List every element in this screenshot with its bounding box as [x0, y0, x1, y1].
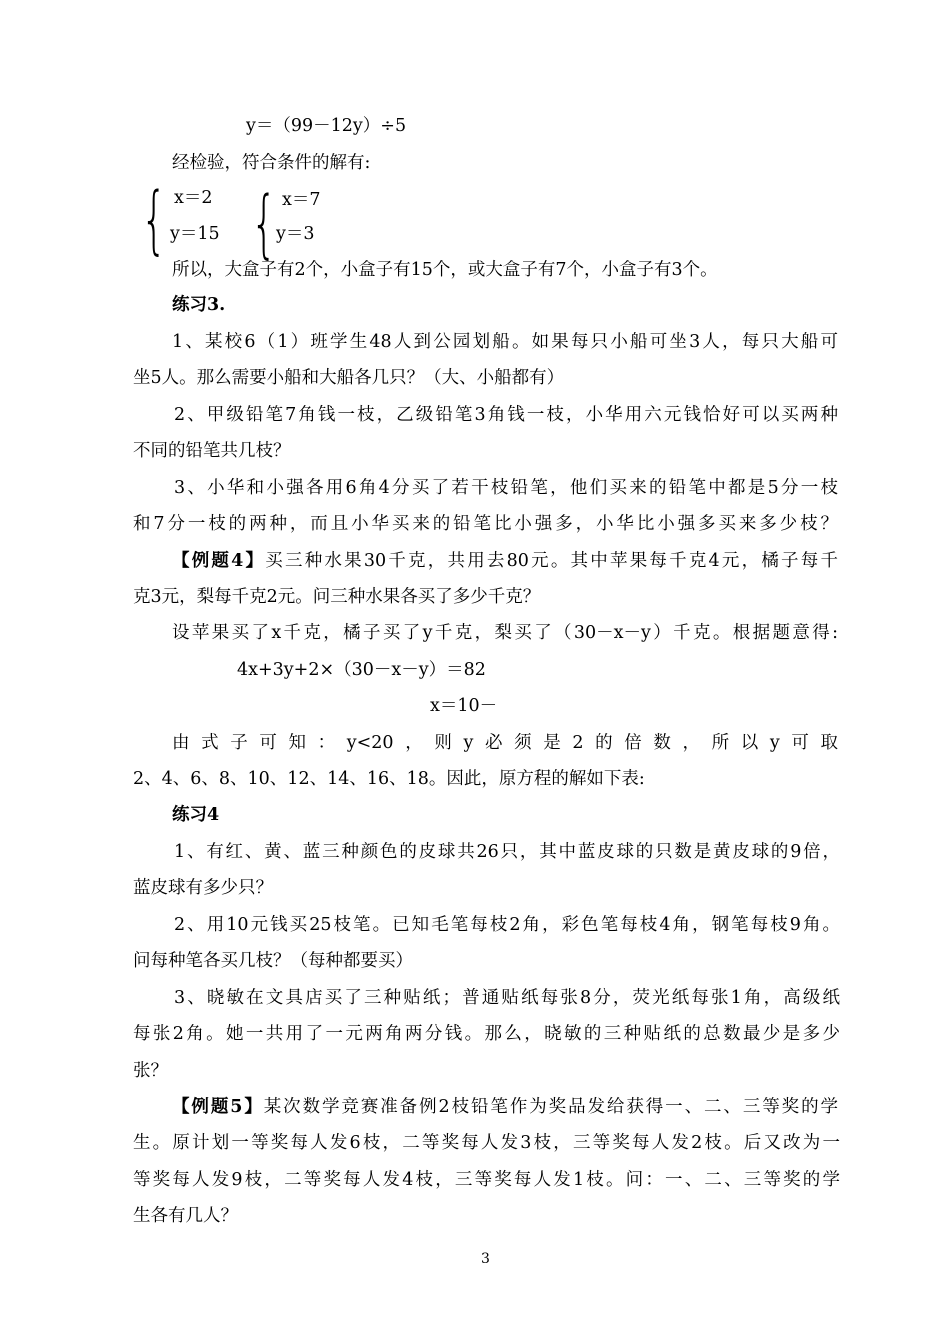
left-brace: { — [141, 177, 167, 263]
ex3-q3-line1: 3、小华和小强各用6角4分买了若干枝铅笔，他们买来的铅笔中都是5分一枝 — [174, 478, 838, 498]
example-5-line4: 生各有几人？ — [133, 1206, 238, 1226]
ex3-q1-line2: 坐5人。那么需要小船和大船各几只？（大、小船都有） — [133, 368, 565, 388]
reason-line1: 由式子可知：y<20，则y必须是2的倍数，所以y可取 — [172, 733, 838, 753]
page-number: 3 — [481, 1251, 490, 1267]
conclusion: 所以，大盒子有2个，小盒子有15个，或大盒子有7个，小盒子有3个。 — [172, 260, 718, 280]
solution-1-y: y＝15 — [170, 224, 220, 244]
ex4-q3-line3: 张？ — [133, 1061, 168, 1081]
ex4-q1-line2: 蓝皮球有多少只？ — [133, 878, 273, 898]
solution-2-x: x＝7 — [282, 190, 321, 210]
ex3-q2-line1: 2、甲级铅笔7角钱一枝，乙级铅笔3角钱一枝，小华用六元钱恰好可以买两种 — [174, 405, 838, 425]
exercise-3-title: 练习3. — [172, 295, 226, 315]
example-5-line3: 等奖每人发9枝，二等奖每人发4枝，三等奖每人发1枝。问：一、二、三等奖的学 — [133, 1170, 840, 1190]
equation-4: 4x+3y+2×（30－x－y）＝82 — [237, 660, 486, 680]
solution-2-y: y＝3 — [276, 224, 315, 244]
example-4-tag: 【例题4】 — [172, 551, 266, 571]
setup-4: 设苹果买了x千克，橘子买了y千克，梨买了（30－x－y）千克。根据题意得: — [172, 623, 838, 643]
example-5-line2: 生。原计划一等奖每人发6枝，二等奖每人发3枝，三等奖每人发2枝。后又改为一 — [133, 1133, 840, 1153]
equation-4-x: x＝10－ — [430, 696, 498, 716]
ex4-q2-line1: 2、用10元钱买25枝笔。已知毛笔每枝2角，彩色笔每枝4角，钢笔每枝9角。 — [174, 915, 840, 935]
checked-line: 经检验，符合条件的解有: — [172, 153, 371, 173]
example-4-line1: 【例题4】买三种水果30千克，共用去80元。其中苹果每千克4元，橘子每千 — [172, 551, 838, 571]
ex3-q3-line2: 和7分一枝的两种，而且小华买来的铅笔比小强多，小华比小强多买来多少枝？ — [133, 514, 838, 534]
solution-1-x: x＝2 — [174, 188, 213, 208]
ex3-q1-line1: 1、某校6（1）班学生48人到公园划船。如果每只小船可坐3人，每只大船可 — [172, 332, 838, 352]
equation-y: y＝（99－12y）÷5 — [246, 116, 407, 136]
example-5-tag: 【例题5】 — [172, 1097, 264, 1117]
left-brace: { — [251, 181, 277, 267]
example-4-line2: 克3元，梨每千克2元。问三种水果各买了多少千克？ — [133, 587, 541, 607]
ex4-q1-line1: 1、有红、黄、蓝三种颜色的皮球共26只，其中蓝皮球的只数是黄皮球的9倍， — [174, 842, 840, 862]
example-5-line1: 【例题5】某次数学竞赛准备例2枝铅笔作为奖品发给获得一、二、三等奖的学 — [172, 1097, 838, 1117]
ex4-q3-line1: 3、晓敏在文具店买了三种贴纸；普通贴纸每张8分，荧光纸每张1角，高级纸 — [174, 988, 840, 1008]
reason-line2: 2、4、6、8、10、12、14、16、18。因此，原方程的解如下表: — [133, 769, 645, 789]
ex3-q2-line2: 不同的铅笔共几枝？ — [133, 441, 291, 461]
ex4-q2-line2: 问每种笔各买几枝？（每种都要买） — [133, 951, 413, 971]
exercise-4-title: 练习4 — [172, 805, 220, 825]
ex4-q3-line2: 每张2角。她一共用了一元两角两分钱。那么，晓敏的三种贴纸的总数最少是多少 — [133, 1024, 840, 1044]
